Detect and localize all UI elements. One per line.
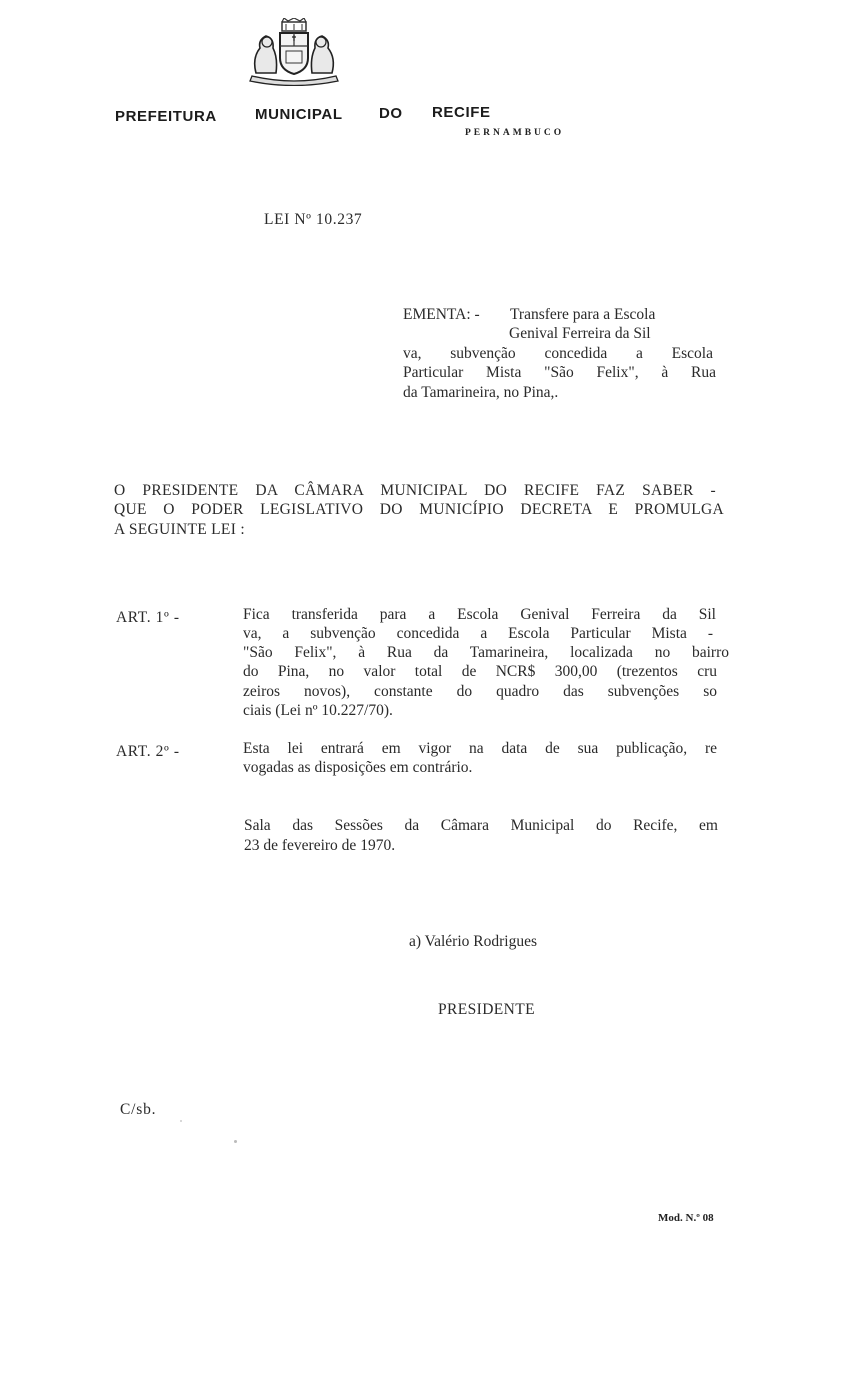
letterhead-state: PERNAMBUCO: [465, 128, 565, 138]
article-2-line: vogadas as disposições em contrário.: [243, 759, 473, 776]
ementa-label: EMENTA: -: [403, 306, 480, 323]
closing-line: Sala das Sessões da Câmara Municipal do Recife, em: [244, 817, 718, 834]
ementa-line: da Tamarineira, no Pina,.: [403, 384, 559, 401]
article-1-line: zeiros novos), constante do quadro das subvenções so: [243, 683, 717, 700]
scan-speck: [180, 1120, 182, 1122]
letterhead-do: DO: [379, 105, 403, 122]
article-1-line: va, a subvenção concedida a Escola Particular Mista -: [243, 625, 713, 642]
law-title: LEI Nº 10.237: [264, 211, 363, 228]
article-1-line: Fica transferida para a Escola Genival Ferreira da Sil: [243, 606, 716, 623]
scan-speck: [234, 1140, 237, 1143]
ementa-line: Transfere para a Escola: [510, 306, 656, 323]
closing-line: 23 de fevereiro de 1970.: [244, 837, 396, 854]
ementa-line: Genival Ferreira da Sil: [509, 325, 651, 342]
form-code: Mod. N.º 08: [658, 1212, 714, 1224]
ementa-line: Particular Mista "São Felix", à Rua: [403, 364, 716, 381]
preamble-line: QUE O PODER LEGISLATIVO DO MUNICÍPIO DECRETA E PROMULGA: [114, 501, 724, 518]
initials: C/sb.: [120, 1101, 157, 1118]
article-2-line: Esta lei entrará em vigor na data de sua publicação, re: [243, 740, 717, 757]
preamble-line: A SEGUINTE LEI :: [114, 521, 245, 538]
letterhead-recife: RECIFE: [432, 104, 491, 121]
article-2-label: ART. 2º -: [116, 743, 180, 760]
article-1-line: do Pina, no valor total de NCR$ 300,00 (trezentos cru: [243, 663, 717, 680]
coat-of-arms-icon: [246, 18, 342, 86]
signature: a) Valério Rodrigues: [409, 933, 537, 950]
article-1-line: "São Felix", à Rua da Tamarineira, localizada no bairro: [243, 644, 729, 661]
article-1-label: ART. 1º -: [116, 609, 180, 626]
article-1-line: ciais (Lei nº 10.227/70).: [243, 702, 393, 719]
letterhead-prefeitura: PREFEITURA: [115, 108, 217, 125]
ementa-line: va, subvenção concedida a Escola: [403, 345, 713, 362]
preamble-line: O PRESIDENTE DA CÂMARA MUNICIPAL DO RECIFE FAZ SABER -: [114, 482, 716, 499]
letterhead-municipal: MUNICIPAL: [255, 106, 343, 123]
signatory-title: PRESIDENTE: [438, 1001, 535, 1018]
